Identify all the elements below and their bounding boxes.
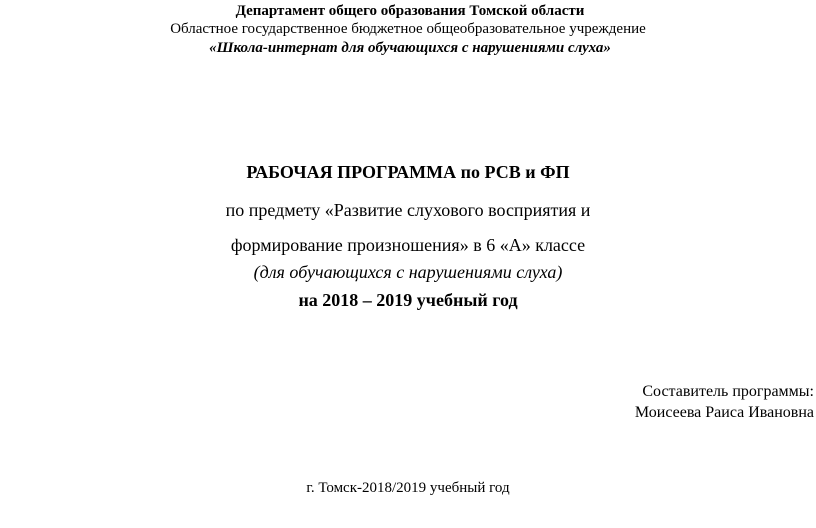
academic-year: на 2018 – 2019 учебный год — [298, 290, 518, 310]
subject-line-1: по предмету «Развитие слухового восприятия и — [225, 200, 591, 220]
author-name: Моисеева Раиса Ивановна — [634, 404, 814, 421]
institution-name: Областное государственное бюджетное общеобразовательное учреждение — [170, 21, 646, 37]
school-name: «Школа-интернат для обучающихся с нарушениями слуха» — [209, 40, 611, 56]
author-label: Составитель программы: — [642, 383, 814, 400]
department-heading: Департамент общего образования Томской области — [235, 3, 585, 19]
document-title: РАБОЧАЯ ПРОГРАММА по РСВ и ФП — [246, 162, 570, 182]
audience-note: (для обучающихся с нарушениями слуха) — [253, 262, 563, 282]
subject-line-2: формирование произношения» в 6 «А» классе — [230, 235, 586, 255]
footer-place-year: г. Томск-2018/2019 учебный год — [306, 480, 510, 496]
